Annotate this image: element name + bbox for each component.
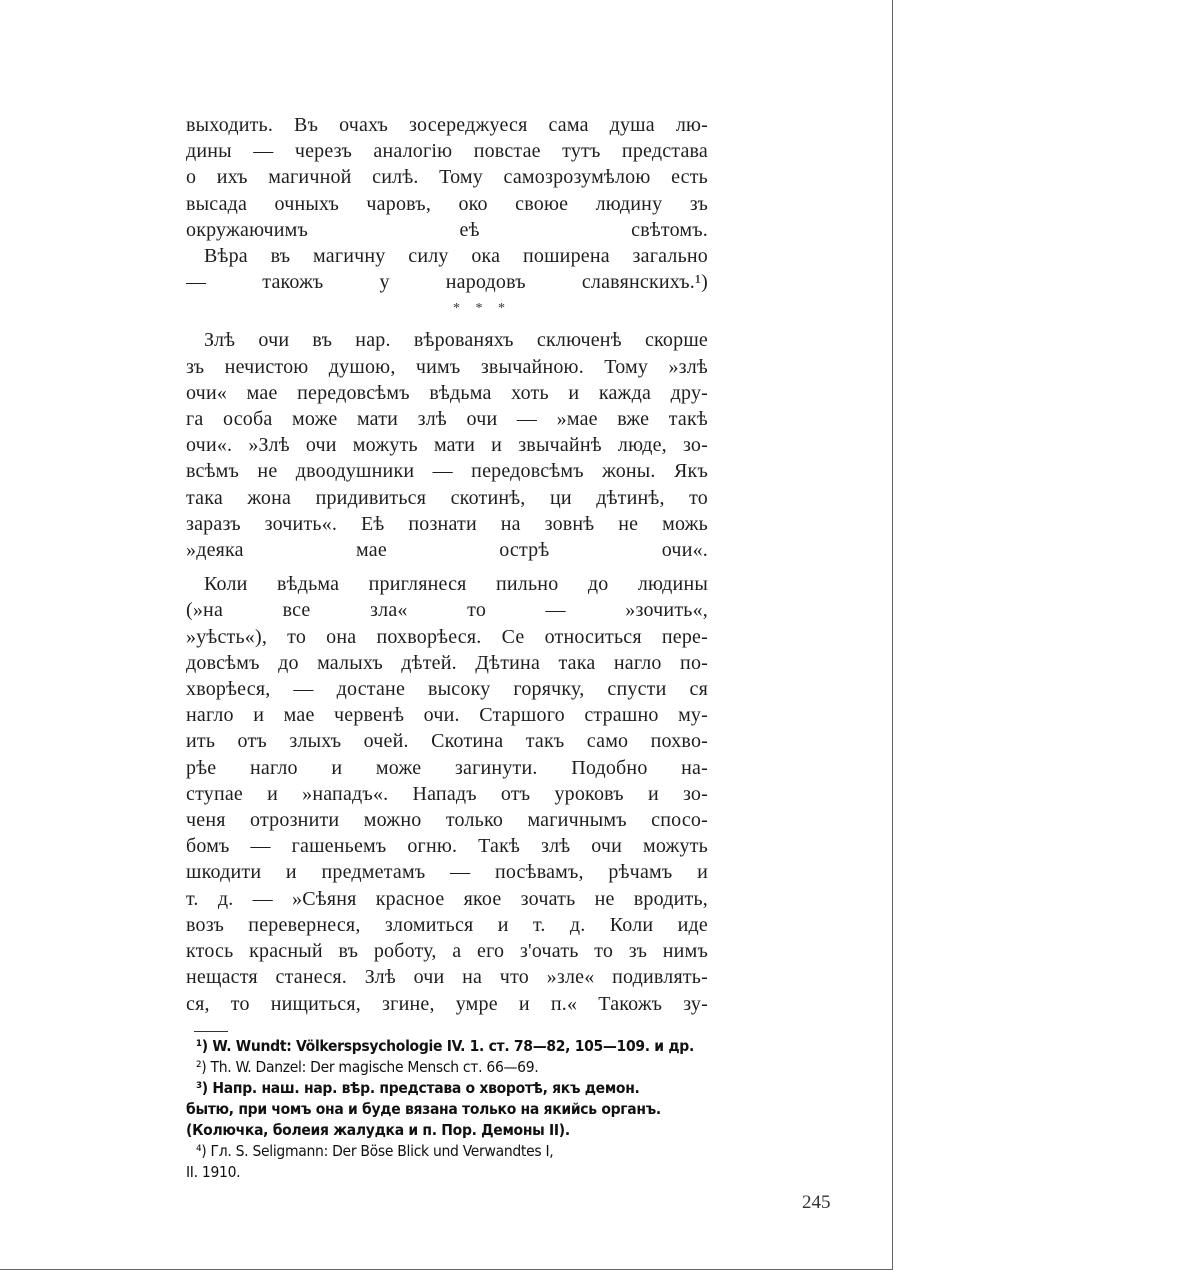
text-line: хворѣеся, — достане высоку горячку, спусти ся [186, 678, 708, 701]
footnote-divider [194, 1031, 228, 1032]
text-line: бомъ — гашеньемъ огню. Такѣ злѣ очи можуть [186, 835, 708, 858]
text-line: возъ перевернеся, зломиться и т. д. Коли иде [186, 913, 708, 936]
paragraph-3 [186, 327, 708, 563]
footnote-3-line: ³) Напр. наш. нар. вѣр. представа о хворотѣ, якъ демон. [196, 1078, 640, 1097]
text-line: ить отъ злыхъ очей. Скотина такъ само похво- [186, 730, 708, 753]
text-line: Коли вѣдьма приглянеся пильно до людины [204, 573, 708, 596]
text-line: т. д. — »Сѣяня красное якое зочать не вродить, [186, 887, 708, 910]
footnote-4-line: II. 1910. [186, 1162, 241, 1181]
text-line: зъ нечистою душою, чимъ звычайною. Тому »злѣ [186, 355, 708, 378]
text-line: нагло и мае червенѣ очи. Старшого страшно му- [186, 704, 708, 727]
text-line: выходить. Въ очахъ зосереджуеся сама душа лю- [186, 114, 708, 136]
text-line: дины — черезъ аналогію повстае тутъ представа [186, 140, 708, 163]
footnote-1: ¹) W. Wundt: Völkerspsychologie IV. 1. ст. 78—82, 105—109. и др. [196, 1036, 694, 1055]
scanned-text-block [186, 112, 708, 1183]
footnote-2: ²) Th. W. Danzel: Der magische Mensch ст. 66—69. [196, 1057, 539, 1076]
text-line: »уѣсть«), то она похворѣеся. Се относиться пере- [186, 625, 708, 648]
text-line: така жона придивиться скотинѣ, ци дѣтинѣ, то [186, 486, 708, 509]
text-line: Вѣра въ магичну силу ока поширена загально [204, 245, 708, 268]
text-line: нещастя станеся. Злѣ очи на что »зле« подивлять- [186, 966, 708, 989]
text-line: очи« мае передовсѣмъ вѣдьма хоть и кажда дру- [186, 381, 708, 404]
footnote-3-line: (Колючка, болеия жалудка и п. Пор. Демоны II). [186, 1120, 570, 1139]
paragraph-4 [186, 571, 708, 1016]
text-line: »деяка мае острѣ очи«. [186, 539, 708, 562]
text-line: ченя отрознити можно только магичнымъ спосо- [186, 809, 708, 832]
text-line: га особа може мати злѣ очи — »мае вже такѣ [186, 408, 708, 431]
page-number: 245 [802, 1192, 831, 1213]
footnotes [186, 1036, 708, 1183]
text-line: заразъ зочить«. Еѣ познати на зовнѣ не можь [186, 512, 708, 535]
footnote-3-line: бытю, при чомъ она и буде вязана только на якийсь органъ. [186, 1099, 661, 1118]
text-line: — такожъ у народовъ славянскихъ.¹) [186, 271, 708, 294]
section-separator: * * * [453, 301, 511, 317]
text-line: высада очныхъ чаровъ, око своюе людину зъ [186, 192, 708, 215]
text-line: Злѣ очи въ нар. вѣрованяхъ сключенѣ скорше [204, 329, 708, 352]
footnote-4-line: ⁴) Гл. S. Seligmann: Der Böse Blick und Verwandtes I, [196, 1141, 554, 1160]
paragraph-2 [186, 243, 708, 295]
text-line: рѣе нагло и може загинути. Подобно на- [186, 756, 708, 779]
text-line: ступае и »нападъ«. Нападъ отъ уроковъ и зо- [186, 782, 708, 805]
text-line: довсѣмъ до малыхъ дѣтей. Дѣтина така нагло по- [186, 651, 708, 674]
text-line: всѣмъ не двоодушники — передовсѣмъ жоны. Якъ [186, 460, 708, 483]
paragraph-1 [186, 112, 708, 243]
text-line: окружаючимъ еѣ свѣтомъ. [186, 218, 708, 241]
text-line: шкодити и предметамъ — посѣвамъ, рѣчамъ и [186, 861, 708, 884]
text-line: (»на все зла« то — »зочить«, [186, 599, 708, 622]
text-line: о ихъ магичной силѣ. Тому самозрозумѣлою есть [186, 166, 708, 189]
text-line: очи«. »Злѣ очи можуть мати и звычайнѣ люде, зо- [186, 434, 708, 457]
text-line: ктось красный въ роботу, а его з'очать то зъ нимъ [186, 940, 708, 963]
text-line: ся, то нищиться, згине, умре и п.« Такожъ зу- [186, 992, 708, 1015]
